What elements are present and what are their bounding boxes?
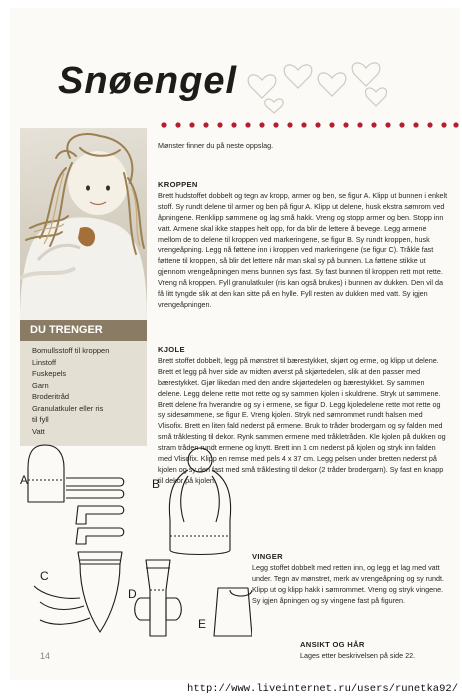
figure-e-shape [214,588,252,636]
dot-divider [160,121,460,129]
heart-decoration [244,58,394,118]
list-item: Broderitråd [32,392,70,401]
list-item: Bomullsstoff til kroppen [32,346,110,355]
list-item: Fuskepels [32,369,67,378]
section-body: Brett stoffet dobbelt, legg på mønstret til bærestykket, skjørt og erme, og klipp ut delene. Brett et legg på hver side av midten øverst på skjørtedelen, slik at den passer med bærestykket. Gjør likedan med den andre skjørtedelen og bærestykket. Sy sammen delene. Legg delene rette mot rette og sy sammen kjolen i skuldrene. Stryk ut sømmene. Brett delene fra hverandre og sy i ermene, se figur D. Legg kjoledelene rette mot rette og sy sidesømmene, se figur E. Vreng kjolen. Stryk ned sømrommet rundt halsen med Vlisofix. Brett en liten fald nederst på ermene. Bruk to tråder brodergarn og sy falden med små tråklesting til dekor. Rynk sammen ermene med tråkletråden. Kle kjolen på dukken og stram tråden rundt ermene og knytt. Brett inn 1 cm nederst på kjolen og stryk inn falden med Vlisofix. Klipp en remse med pels 4 x 37 cm. Legg pelsen under bretten nederst på kjolen og sy den fast med små tråklesting til dekor (2 tråder brodergarn). Sy fast en knapp til dekor på kjolen. [158,355,446,485]
section-heading: ANSIKT OG HÅR [300,640,365,649]
doll-photo [20,128,147,320]
figure-label: D [128,587,137,601]
figure-label: E [198,617,207,631]
figure-label: B [152,477,161,491]
section-ansikt [300,640,448,662]
figure-c-shape [34,552,122,632]
section-body: Brett hudstoffet dobbelt og tegn av kropp, armer og ben, se figur A. Klipp ut bunnen i enkelt stoff. Sy rundt delene til armer og ben på figur A. Klipp ut delene, husk ekstra sømrom ved åpningene. Renklipp sømmene og lag små hakk. Vreng og stopp armer og ben. Stopp inn vatt. Armene skal ikke stappes helt opp, for da blir de lettere å bevege. Legg armene mellom de to delene til kroppen ved markeringene, se figur B. Sy rundt kroppen, husk vrengeåpning. Legg nå føttene inn i kroppen ved markeringene (se figur C). Tråkle fast føttene til kroppen, så blir det lettere når man skal sy på bunnen. La føttene stikke ut gjennom vrengeåpningen mens bunnen sys fast. Sy fast bunnen til kroppen rett mot rette. Vreng nå kroppen. Fyll granulatkuler (ris kan også brukes) i bunnen av dukken. Den vil da få litt tyngde slik at den kan sitte på en hylle. Fyll resten av dukken med vatt. Sy igjen vrengeåpningen. [158,190,448,309]
materials-heading: DU TRENGER [20,320,147,341]
section-vinger [252,552,448,607]
list-item: Garn [32,380,49,390]
page-title: Snøengel [58,60,238,102]
section-body: Legg stoffet dobbelt med retten inn, og legg et lag med vatt under. Tegn av mønstret, merk av vrengeåpning og sy rundt. Klipp ut og klipp hakk i sømrommet. Vreng og stryk vingene. Sy igjen åpningen og sy vingene fast på figuren. [252,562,445,605]
list-item: Linstoff [32,357,57,367]
section-heading: VINGER [252,552,283,561]
section-heading: KJOLE [158,345,185,354]
figure-label: A [20,473,29,487]
section-body: Lages etter beskrivelsen på side 22. [300,650,416,660]
figure-d-shape [135,560,182,636]
figure-b-shape [169,448,230,555]
source-url: http://www.liveinternet.ru/users/runetka92/ [0,680,462,699]
figure-a-shape [28,445,124,544]
section-heading: KROPPEN [158,180,198,189]
page-number: 14 [40,651,51,661]
list-item: Vatt [32,426,45,436]
list-item: til fyll [32,415,49,424]
section-kroppen [158,180,448,311]
list-item: Granulatkuler eller ris [32,403,104,413]
intro-text [158,141,448,152]
intro-line: Mønster finner du på neste oppslag. [158,141,274,150]
pattern-diagrams [20,440,252,648]
materials-list [20,341,147,446]
figure-label: C [40,569,49,583]
